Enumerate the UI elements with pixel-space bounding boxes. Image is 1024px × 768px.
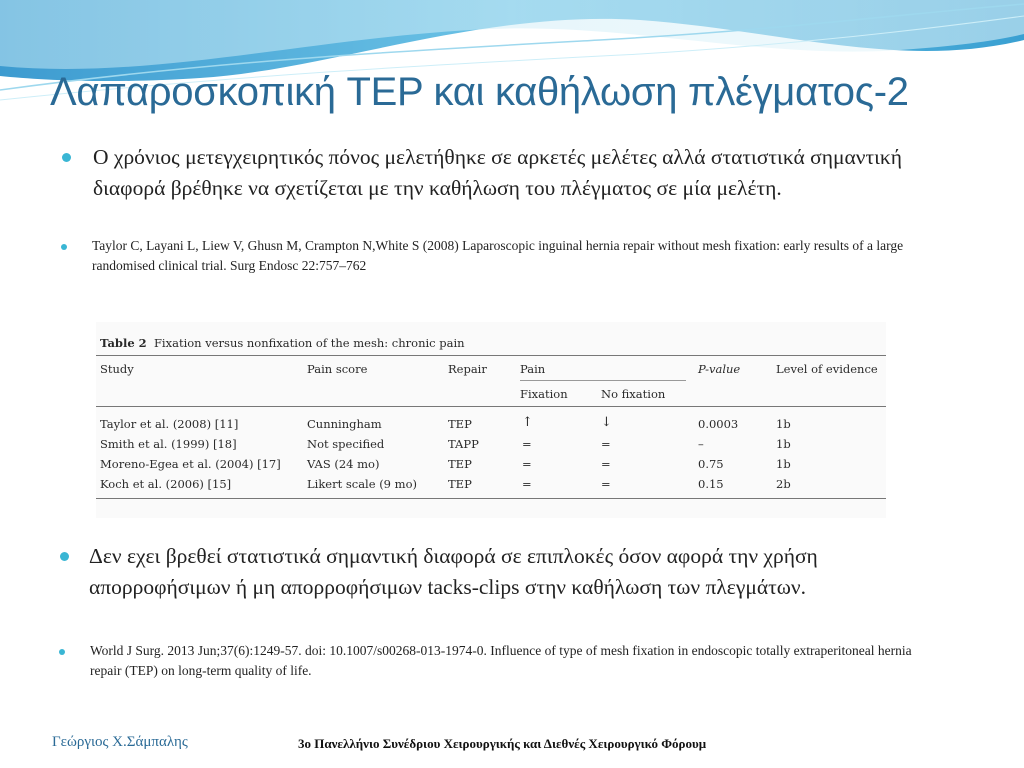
table-rule-top [96, 355, 886, 356]
cell-fixation: ↑ [522, 415, 533, 430]
bullet-text: Δεν εχει βρεθεί στατιστικά σημαντική διαφορά σε επιπλοκές όσον αφορά την χρήση απορροφήσιμων ή μη απορροφήσιμων tacks-clips στην καθήλωση των πλεγμάτων. [89, 544, 818, 599]
cell-p-value: 0.75 [698, 457, 724, 471]
bullet-text: Ο χρόνιος μετεγχειρητικός πόνος μελετήθηκε σε αρκετές μελέτες αλλά στατιστικά σημαντική διαφορά βρέθηκε να σχετίζεται με την καθήλωση του πλέγματος σε μία μελέτη. [93, 145, 902, 200]
cell-level: 1b [776, 437, 791, 451]
table-rule-pain-group [520, 380, 686, 381]
footer-conference: 3ο Πανελλήνιο Συνέδριου Χειρουργικής και Διεθνές Χειρουργικό Φόρουμ [298, 736, 707, 751]
cell-no-fixation: = [601, 437, 611, 451]
bullet-tacks-clips [60, 541, 950, 603]
bullet-dot-icon [62, 153, 71, 162]
table-caption-text: Fixation versus nonfixation of the mesh: chronic pain [153, 336, 465, 350]
cell-p-value: 0.0003 [698, 417, 739, 431]
cell-level: 1b [776, 417, 791, 431]
header-repair: Repair [448, 362, 487, 376]
cell-p-value: – [698, 437, 704, 451]
cell-no-fixation: = [601, 477, 611, 491]
cell-study: Smith et al. (1999) [18] [100, 437, 237, 451]
table-rule-bottom [96, 498, 886, 499]
cell-p-value: 0.15 [698, 477, 724, 491]
header-study: Study [100, 362, 134, 376]
bullet-world-j-surg-reference [59, 641, 939, 681]
cell-no-fixation: = [601, 457, 611, 471]
header-pain: Pain [520, 362, 546, 376]
cell-fixation: = [522, 477, 532, 491]
cell-level: 1b [776, 457, 791, 471]
cell-pain-score: VAS (24 mo) [307, 457, 380, 471]
bullet-text: Taylor C, Layani L, Liew V, Ghusn M, Crampton N,White S (2008) Laparoscopic inguinal hernia repair without mesh fixation: early results of a large randomised clinical trial. Surg Endosc 22:757–762 [92, 238, 904, 273]
bullet-chronic-pain [62, 142, 942, 204]
bullet-taylor-reference [61, 236, 941, 276]
cell-study: Koch et al. (2006) [15] [100, 477, 232, 491]
bullet-dot-icon [59, 649, 65, 655]
header-pain-score: Pain score [307, 362, 368, 376]
header-no-fixation: No fixation [601, 387, 666, 401]
table-rule-header-bottom [96, 406, 886, 407]
cell-level: 2b [776, 477, 791, 491]
cell-pain-score: Not specified [307, 437, 385, 451]
table-caption [100, 336, 465, 350]
cell-study: Taylor et al. (2008) [11] [100, 417, 239, 431]
cell-study: Moreno-Egea et al. (2004) [17] [100, 457, 281, 471]
footer-author: Γεώργιος Χ.Σάμπαλης [52, 734, 188, 750]
cell-fixation: = [522, 437, 532, 451]
cell-pain-score: Cunningham [307, 417, 382, 431]
cell-repair: TAPP [448, 437, 479, 451]
bullet-text: World J Surg. 2013 Jun;37(6):1249-57. doi: 10.1007/s00268-013-1974-0. Influence of type of mesh fixation in endoscopic totally extraperitoneal hernia repair (TEP) on long-term quality of life. [90, 643, 912, 678]
cell-repair: TEP [448, 417, 472, 431]
table-caption-label: Table 2 [100, 336, 147, 350]
cell-repair: TEP [448, 477, 472, 491]
bullet-dot-icon [60, 552, 69, 561]
slide-title: Λαπαροσκοπική TEP και καθήλωση πλέγματος-2 [50, 70, 909, 114]
cell-pain-score: Likert scale (9 mo) [307, 477, 417, 491]
header-fixation: Fixation [520, 387, 568, 401]
fixation-table [96, 322, 886, 518]
bullet-dot-icon [61, 244, 67, 250]
cell-no-fixation: ↓ [601, 415, 612, 430]
cell-fixation: = [522, 457, 532, 471]
header-level-of-evidence: Level of evidence [776, 362, 878, 376]
cell-repair: TEP [448, 457, 472, 471]
header-p-value: P-value [698, 362, 741, 376]
